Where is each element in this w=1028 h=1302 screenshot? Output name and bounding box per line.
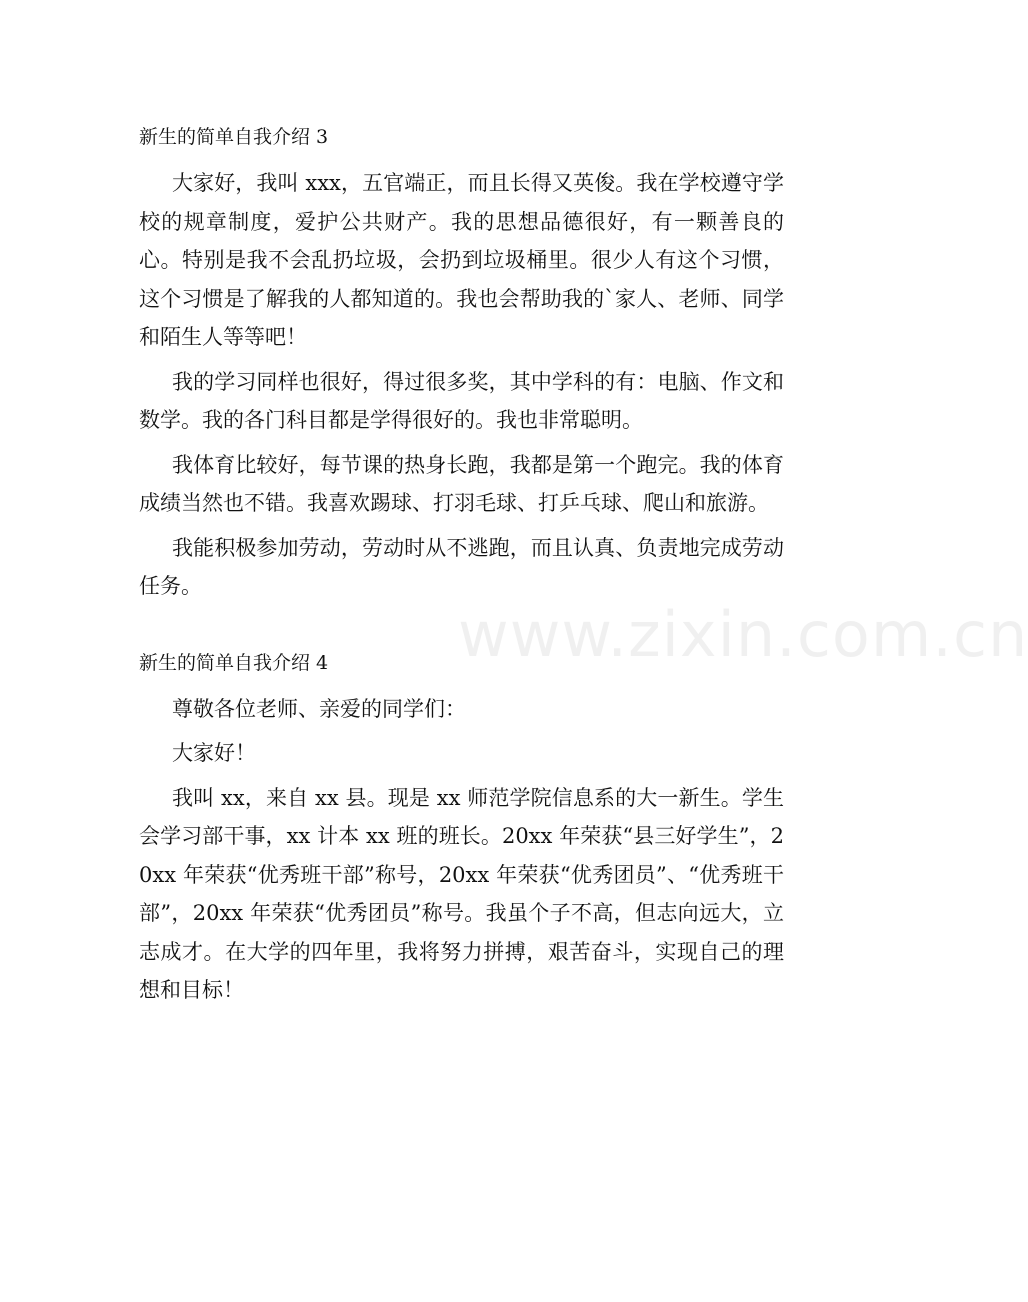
paragraph: 大家好，我叫 xxx，五官端正，而且长得又英俊。我在学校遵守学校的规章制度，爱护公共财产。我的思想品德很好，有一颗善良的心。特别是我不会乱扔垃圾，会扔到垃圾桶里。很少人有这个习惯，这个习惯是了解我的人都知道的。我也会帮助我的`家人、老师、同学和陌生人等等吧！ xyxy=(139,171,784,349)
paragraph: 我叫 xx，来自 xx 县。现是 xx 师范学院信息系的大一新生。学生会学习部干事，xx 计本 xx 班的班长。20xx 年荣获“县三好学生”，20xx 年荣获“优秀班干部”称号，20xx 年荣获“优秀团员”、“优秀班干部”，20xx 年荣获“优秀团员”称号。我虽个子不高，但志向远大，立志成才。在大学的四年里，我将努力拼搏，艰苦奋斗，实现自己的理想和目标！ xyxy=(139,785,784,1002)
paragraph: 我能积极参加劳动，劳动时从不逃跑，而且认真、负责地完成劳动任务。 xyxy=(139,535,784,598)
watermark: www.zixin.com.cn xyxy=(458,598,1028,671)
section-title: 新生的简单自我介绍 4 xyxy=(139,651,329,674)
paragraph: 我的学习同样也很好，得过很多奖，其中学科的有：电脑、作文和数学。我的各门科目都是学得很好的。我也非常聪明。 xyxy=(139,369,784,432)
section-intro-4 xyxy=(139,644,784,1010)
paragraph: 大家好！ xyxy=(172,741,256,765)
section-intro-3 xyxy=(139,118,784,606)
section-title: 新生的简单自我介绍 3 xyxy=(139,126,329,148)
document-page xyxy=(139,118,784,1048)
paragraph: 我体育比较好，每节课的热身长跑，我都是第一个跑完。我的体育成绩当然也不错。我喜欢踢球、打羽毛球、打乒乓球、爬山和旅游。 xyxy=(139,452,784,515)
paragraph: 尊敬各位老师、亲爱的同学们： xyxy=(172,696,466,721)
